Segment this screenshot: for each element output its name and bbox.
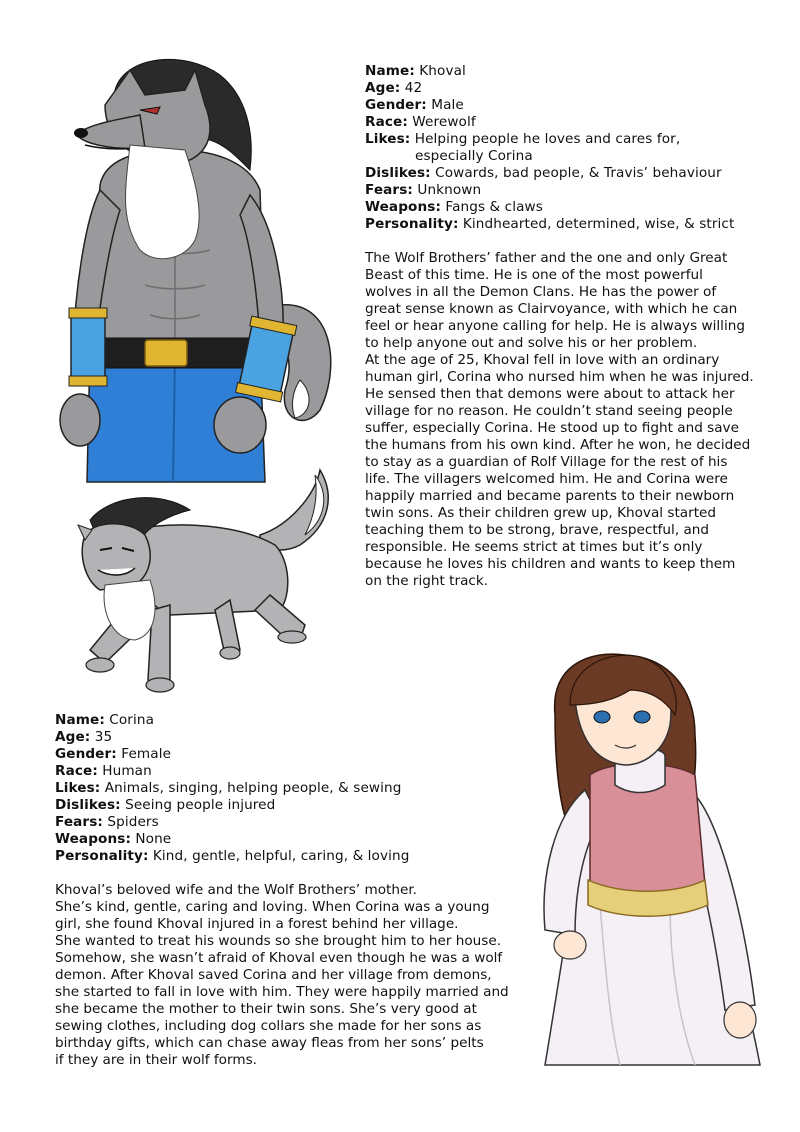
bio-line: She’s kind, gentle, caring and loving. When Corina was a young bbox=[55, 899, 490, 915]
bio-line: Somehow, she wasn’t afraid of Khoval even though he was a wolf bbox=[55, 950, 503, 966]
bio-line: to help anyone out and solve his or her problem. bbox=[365, 335, 698, 351]
bio-line: The Wolf Brothers’ father and the one and only Great bbox=[365, 250, 728, 266]
khoval-werewolf-illustration bbox=[45, 50, 345, 485]
bio-line: twin sons. As their children grew up, Khoval started bbox=[365, 505, 717, 521]
bio-line: human girl, Corina who nursed him when he was injured. bbox=[365, 369, 754, 385]
khoval-wolf-illustration bbox=[30, 465, 340, 695]
bio-line: At the age of 25, Khoval fell in love with an ordinary bbox=[365, 352, 720, 368]
bio-line: wolves in all the Demon Clans. He has the power of bbox=[365, 284, 717, 300]
bio-line: village for no reason. He couldn’t stand seeing people bbox=[365, 403, 733, 419]
corina-stat-race: Race: Human bbox=[55, 763, 152, 779]
bio-line: demon. After Khoval saved Corina and her village from demons, bbox=[55, 967, 492, 983]
bio-line: She wanted to treat his wounds so she brought him to her house. bbox=[55, 933, 502, 949]
khoval-stat-dislikes: Dislikes: Cowards, bad people, & Travis’ behaviour bbox=[365, 165, 722, 181]
khoval-stats bbox=[365, 63, 734, 233]
bio-line: happily married and became parents to their newborn bbox=[365, 488, 735, 504]
corina-stat-personality: Personality: Kind, gentle, helpful, caring, & loving bbox=[55, 848, 410, 864]
corina-stat-fears: Fears: Spiders bbox=[55, 814, 159, 830]
bio-line: girl, she found Khoval injured in a forest behind her village. bbox=[55, 916, 459, 932]
corina-bio bbox=[55, 882, 509, 1069]
bio-line: she became the mother to their twin sons. She’s very good at bbox=[55, 1001, 477, 1017]
bio-line: Khoval’s beloved wife and the Wolf Brothers’ mother. bbox=[55, 882, 417, 898]
khoval-stat-likes: Likes: Helping people he loves and cares for, especially Corina bbox=[365, 131, 681, 164]
bio-line: to stay as a guardian of Rolf Village for the rest of his bbox=[365, 454, 728, 470]
bio-line: teaching them to be strong, brave, respectful, and bbox=[365, 522, 710, 538]
khoval-stat-fears: Fears: Unknown bbox=[365, 182, 482, 198]
bio-line: the humans from his own kind. After he won, he decided bbox=[365, 437, 751, 453]
khoval-stat-personality: Personality: Kindhearted, determined, wise, & strict bbox=[365, 216, 735, 232]
bio-line: sewing clothes, including dog collars she made for her sons as bbox=[55, 1018, 482, 1034]
bio-line: if they are in their wolf forms. bbox=[55, 1052, 257, 1068]
corina-stats bbox=[55, 712, 409, 865]
bio-line: He sensed then that demons were about to attack her bbox=[365, 386, 735, 402]
bio-line: birthday gifts, which can chase away fleas from her sons’ pelts bbox=[55, 1035, 484, 1051]
khoval-bio bbox=[365, 250, 754, 590]
bio-line: she started to fall in love with him. They were happily married and bbox=[55, 984, 509, 1000]
khoval-stat-age: Age: 42 bbox=[365, 80, 423, 96]
corina-stat-name: Name: Corina bbox=[55, 712, 155, 728]
corina-stat-age: Age: 35 bbox=[55, 729, 113, 745]
corina-stat-gender: Gender: Female bbox=[55, 746, 172, 762]
corina-stat-likes: Likes: Animals, singing, helping people, & sewing bbox=[55, 780, 402, 796]
khoval-stat-race: Race: Werewolf bbox=[365, 114, 476, 130]
khoval-stat-weapons: Weapons: Fangs & claws bbox=[365, 199, 543, 215]
bio-line: on the right track. bbox=[365, 573, 489, 589]
bio-line: feel or hear anyone calling for help. He is always willing bbox=[365, 318, 745, 334]
bio-line: life. The villagers welcomed him. He and Corina were bbox=[365, 471, 728, 487]
bio-line: Beast of this time. He is one of the most powerful bbox=[365, 267, 703, 283]
bio-line: responsible. He seems strict at times but it’s only bbox=[365, 539, 703, 555]
corina-illustration bbox=[530, 645, 775, 1090]
khoval-stat-name: Name: Khoval bbox=[365, 63, 466, 79]
bio-line: suffer, especially Corina. He stood up to fight and save bbox=[365, 420, 739, 436]
corina-stat-weapons: Weapons: None bbox=[55, 831, 172, 847]
bio-line: because he loves his children and wants to keep them bbox=[365, 556, 736, 572]
corina-stat-dislikes: Dislikes: Seeing people injured bbox=[55, 797, 276, 813]
bio-line: great sense known as Clairvoyance, with which he can bbox=[365, 301, 738, 317]
khoval-stat-gender: Gender: Male bbox=[365, 97, 464, 113]
